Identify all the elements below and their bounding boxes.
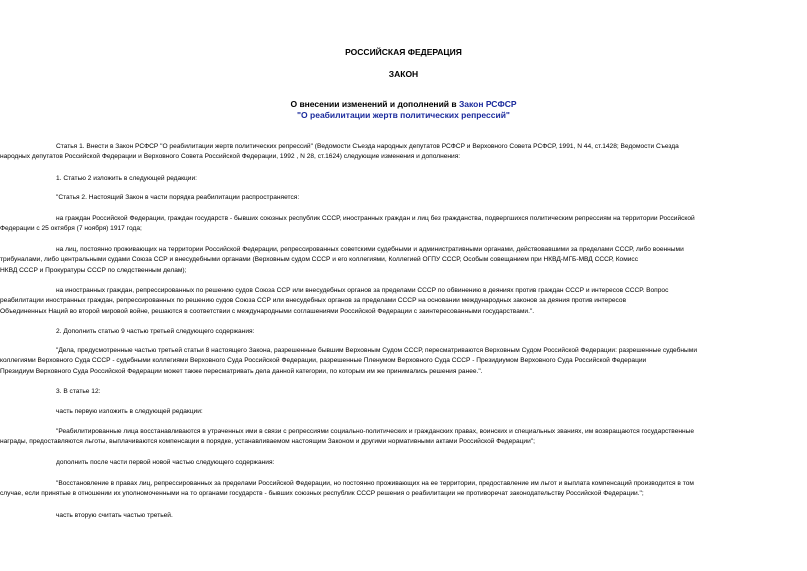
paragraph-line: "Статья 2. Настоящий Закон в части порядка реабилитации распространяется: <box>56 194 300 201</box>
paragraph-line: Статья 1. Внести в Закон РСФСР "О реабилитации жертв политических репрессий" (Ведомости Съезда народных депутатов РСФСР и Верховного Совета РСФСР, 1991, N 44, ст.1428; Ведомости Съезда <box>56 143 679 150</box>
paragraph-14 <box>52 511 772 521</box>
paragraph-line: НКВД СССР и Прокуратуры СССР по следственным делам); <box>0 266 187 274</box>
paragraph-line: народных депутатов Российской Федерации и Верховного Совета Российской Федерации, 1992 , N 28, ст.1624) следующие изменения и дополнения: <box>0 153 461 161</box>
doc-type-heading: ЗАКОН <box>388 69 419 79</box>
paragraph-7 <box>52 327 772 337</box>
paragraph-line: на граждан Российской Федерации, граждан государств - бывших союзных республик СССР, иностранных граждан и лиц без гражданства, подвергшихся политическим репрессиям на территории Российской <box>56 215 695 222</box>
paragraph-10 <box>52 407 772 417</box>
law-link[interactable]: Закон РСФСР <box>458 99 517 109</box>
law-name-link[interactable]: "О реабилитации жертв политических репрессий" <box>297 110 510 120</box>
paragraph-line: на иностранных граждан, репрессированных по решению судов Союза ССР или внесудебных органов за пределами СССР по обвинению в деяниях против граждан СССР и интересов СССР. Вопрос <box>56 287 669 294</box>
paragraph-3 <box>52 193 772 203</box>
paragraph-9 <box>52 387 772 397</box>
paragraph-line: Президиум Верховного Суда Российской Федерации может также пересматривать дела данной категории, по которым им же принимались решения ранее.". <box>0 367 483 375</box>
paragraph-line: 2. Дополнить статью 9 частью третьей следующего содержания: <box>56 328 255 335</box>
paragraph-4 <box>0 214 772 235</box>
paragraph-1 <box>0 142 772 163</box>
paragraph-line: Объединенных Наций во второй мировой войне, решаются в соответствии с международными соглашениями Российской Федерации с заинтересованными государствами.". <box>0 307 535 315</box>
paragraph-line: на лиц, постоянно проживающих на территории Российской Федерации, репрессированных советскими судебными и административными органами, действовавшими за пределами СССР, либо военными <box>56 246 684 253</box>
title-prefix: О внесении изменений и дополнений в <box>290 99 459 109</box>
paragraph-line: "Восстановление в правах лиц, репрессированных за пределами Российской Федерации, но постоянно проживающих на ее территории, предоставление им льгот и выплата компенсаций производится в том <box>56 480 694 487</box>
paragraph-line: 3. В статье 12: <box>56 388 101 395</box>
paragraph-2 <box>52 174 772 184</box>
paragraph-5 <box>0 245 772 276</box>
country-heading: РОССИЙСКАЯ ФЕДЕРАЦИЯ <box>345 47 462 57</box>
paragraph-line: 1. Статью 2 изложить в следующей редакции: <box>56 175 198 182</box>
paragraph-6 <box>0 286 772 317</box>
paragraph-line: часть вторую считать частью третьей. <box>56 512 173 519</box>
paragraph-13 <box>0 479 772 500</box>
paragraph-8 <box>0 346 772 377</box>
paragraph-line: реабилитации иностранных граждан, репрессированных по решению судов Союза ССР или внесудебных органов за пределами СССР на основании международных законов за деяния против интересов <box>0 297 627 305</box>
paragraph-line: коллегиями Верховного Суда СССР - судебными коллегиями Верховного Суда Российской Федерации, разрешенные Пленумом Верховного Суда СССР - Президиумом Верховного Суда Российской Федерации <box>0 357 647 365</box>
document-title <box>0 99 807 121</box>
paragraph-line: "Дела, предусмотренные частью третьей статьи 8 настоящего Закона, разрешенные бывшим Верховным Судом СССР, пересматриваются Верховным Судом Российской Федерации: разрешенные судебными <box>56 347 698 354</box>
paragraph-line: награды, предоставляются льготы, выплачиваются компенсации в порядке, устанавливаемом настоящим Законом и другими нормативными актами Российской Федерации"; <box>0 438 535 446</box>
paragraph-line: "Реабилитированные лица восстанавливаются в утраченных ими в связи с репрессиями социально-политических и гражданских правах, воинских и специальных званиях, им возвращаются государственные <box>56 428 695 435</box>
paragraph-line: трибуналами, либо центральными судами Союза ССР и внесудебными органами (Верховным судом СССР и его коллегиями, Коллегией ОГПУ СССР, Особым совещанием при НКВД-МГБ-МВД СССР, Комисс <box>0 256 639 264</box>
paragraph-line: дополнить после части первой новой частью следующего содержания: <box>56 459 275 466</box>
paragraph-11 <box>0 427 772 448</box>
paragraph-line: Федерации с 25 октября (7 ноября) 1917 года; <box>0 225 142 233</box>
paragraph-12 <box>52 458 772 468</box>
paragraph-line: часть первую изложить в следующей редакции: <box>56 408 203 415</box>
paragraph-line: случае, если принятые в отношении их уполномоченными на то органами государств - бывших союзных республик СССР решения о реабилитации не противоречат законодательству Российской Федерации."; <box>0 490 644 498</box>
